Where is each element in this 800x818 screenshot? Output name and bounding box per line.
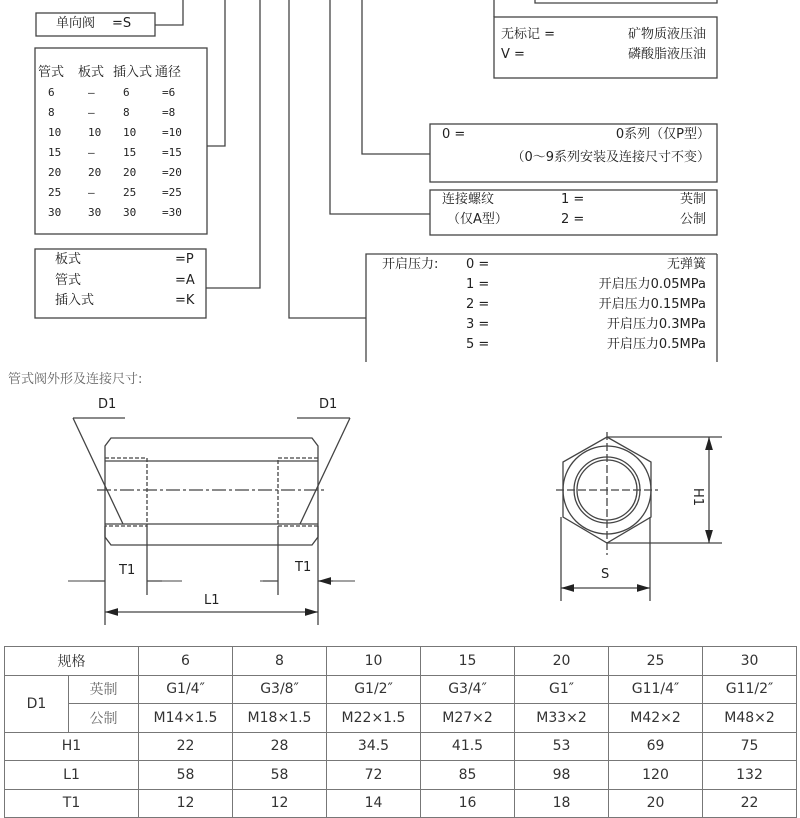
imperial-cell: G1/4″ bbox=[139, 675, 233, 704]
imperial-header: 英制 bbox=[69, 675, 139, 704]
metric-header: 公制 bbox=[69, 704, 139, 733]
oil-value: 矿物质液压油 bbox=[627, 27, 706, 42]
size-column-header: 插入式 bbox=[113, 65, 153, 80]
pressure-code: 0 = bbox=[466, 257, 490, 272]
spec-cell: 30 bbox=[703, 647, 797, 676]
connection-code: =K bbox=[175, 293, 195, 308]
size-cell: 10 bbox=[48, 126, 62, 139]
h1-cell: 28 bbox=[233, 732, 327, 761]
size-column-header: 管式 bbox=[38, 65, 65, 80]
thread-code: 2 = bbox=[561, 212, 585, 227]
metric-cell: M42×2 bbox=[609, 704, 703, 733]
series-note: （0～9系列安装及连接尺寸不变） bbox=[511, 150, 710, 165]
size-cell: 20 bbox=[88, 166, 102, 179]
l1-cell: 98 bbox=[515, 761, 609, 790]
imperial-cell: G3/8″ bbox=[233, 675, 327, 704]
spec-cell: 25 bbox=[609, 647, 703, 676]
metric-cell: M14×1.5 bbox=[139, 704, 233, 733]
h1-cell: 22 bbox=[139, 732, 233, 761]
t1-cell: 12 bbox=[139, 789, 233, 818]
size-cell: — bbox=[88, 186, 95, 199]
size-cell: 10 bbox=[88, 126, 102, 139]
size-cell: 15 bbox=[48, 146, 62, 159]
size-cell: 30 bbox=[88, 206, 102, 219]
pressure-code: 1 = bbox=[466, 277, 490, 292]
size-column-header: 通径 bbox=[155, 65, 182, 80]
t1-cell: 12 bbox=[233, 789, 327, 818]
size-cell: 25 bbox=[48, 186, 62, 199]
imperial-cell: G3/4″ bbox=[421, 675, 515, 704]
t1-cell: 16 bbox=[421, 789, 515, 818]
t1-cell: 22 bbox=[703, 789, 797, 818]
size-cell: — bbox=[88, 146, 95, 159]
size-cell: — bbox=[88, 106, 95, 119]
t1-left-label: T1 bbox=[119, 563, 136, 578]
pressure-label: 开启压力: bbox=[382, 257, 439, 272]
l1-cell: 58 bbox=[233, 761, 327, 790]
size-cell: 6 bbox=[123, 86, 130, 99]
h1-header: H1 bbox=[5, 732, 139, 761]
dimension-table bbox=[4, 646, 797, 818]
size-cell: 15 bbox=[123, 146, 137, 159]
size-cell: 8 bbox=[48, 106, 55, 119]
h1-cell: 53 bbox=[515, 732, 609, 761]
pressure-value: 开启压力0.05MPa bbox=[598, 277, 706, 292]
connection-label: 插入式 bbox=[55, 293, 95, 308]
pressure-code: 5 = bbox=[466, 337, 490, 352]
pressure-value: 无弹簧 bbox=[666, 257, 706, 272]
size-column-header: 板式 bbox=[78, 65, 105, 80]
thread-code: 1 = bbox=[561, 192, 585, 207]
series-value: 0系列（仅P型） bbox=[615, 127, 710, 142]
size-cell: 25 bbox=[123, 186, 137, 199]
d1-header: D1 bbox=[5, 675, 69, 732]
size-cell: 10 bbox=[123, 126, 137, 139]
size-cell: 8 bbox=[123, 106, 130, 119]
d1-left-label: D1 bbox=[98, 397, 117, 412]
l1-cell: 58 bbox=[139, 761, 233, 790]
h1-cell: 75 bbox=[703, 732, 797, 761]
l1-header: L1 bbox=[5, 761, 139, 790]
thread-value: 英制 bbox=[679, 192, 706, 207]
imperial-cell: G11/2″ bbox=[703, 675, 797, 704]
valve-type-box bbox=[36, 13, 155, 36]
l1-cell: 85 bbox=[421, 761, 515, 790]
h1-cell: 41.5 bbox=[421, 732, 515, 761]
metric-cell: M27×2 bbox=[421, 704, 515, 733]
size-cell: 20 bbox=[123, 166, 137, 179]
oil-code: V = bbox=[501, 47, 525, 62]
hex-end-view bbox=[556, 432, 722, 601]
metric-cell: M18×1.5 bbox=[233, 704, 327, 733]
h1-cell: 34.5 bbox=[327, 732, 421, 761]
imperial-cell: G1/2″ bbox=[327, 675, 421, 704]
d1-right-label: D1 bbox=[319, 397, 338, 412]
t1-cell: 14 bbox=[327, 789, 421, 818]
pressure-value: 开启压力0.3MPa bbox=[606, 317, 706, 332]
s-label: S bbox=[601, 567, 610, 582]
l1-cell: 72 bbox=[327, 761, 421, 790]
drawing-caption: 管式阀外形及连接尺寸: bbox=[8, 372, 143, 387]
pressure-code: 3 = bbox=[466, 317, 490, 332]
metric-cell: M22×1.5 bbox=[327, 704, 421, 733]
size-cell: =15 bbox=[162, 146, 182, 159]
metric-cell: M33×2 bbox=[515, 704, 609, 733]
h1-cell: 69 bbox=[609, 732, 703, 761]
pressure-value: 开启压力0.15MPa bbox=[598, 297, 706, 312]
l1-label: L1 bbox=[204, 593, 220, 608]
size-cell: =30 bbox=[162, 206, 182, 219]
connection-code: =A bbox=[175, 273, 195, 288]
valve-type-label: 单向阀 bbox=[56, 16, 96, 31]
pressure-value: 开启压力0.5MPa bbox=[606, 337, 706, 352]
oil-code: 无标记 = bbox=[501, 27, 556, 42]
t1-cell: 18 bbox=[515, 789, 609, 818]
spec-cell: 20 bbox=[515, 647, 609, 676]
imperial-cell: G1″ bbox=[515, 675, 609, 704]
spec-cell: 10 bbox=[327, 647, 421, 676]
t1-cell: 20 bbox=[609, 789, 703, 818]
connection-code: =P bbox=[175, 252, 194, 267]
series-code: 0 = bbox=[442, 127, 466, 142]
size-cell: =10 bbox=[162, 126, 182, 139]
size-cell: =25 bbox=[162, 186, 182, 199]
spec-header: 规格 bbox=[5, 647, 139, 676]
size-cell: 6 bbox=[48, 86, 55, 99]
size-cell: =20 bbox=[162, 166, 182, 179]
metric-cell: M48×2 bbox=[703, 704, 797, 733]
oil-value: 磷酸脂液压油 bbox=[627, 47, 706, 62]
imperial-cell: G11/4″ bbox=[609, 675, 703, 704]
connection-label: 板式 bbox=[55, 252, 82, 267]
t1-header: T1 bbox=[5, 789, 139, 818]
h1-label: H1 bbox=[690, 487, 706, 507]
size-cell: 30 bbox=[123, 206, 137, 219]
spec-cell: 6 bbox=[139, 647, 233, 676]
size-cell: =8 bbox=[162, 106, 176, 119]
size-cell: 30 bbox=[48, 206, 62, 219]
connection-label: 管式 bbox=[55, 273, 82, 288]
size-cell: 20 bbox=[48, 166, 62, 179]
size-cell: — bbox=[88, 86, 95, 99]
spec-cell: 15 bbox=[421, 647, 515, 676]
thread-label: 连接螺纹 bbox=[442, 192, 495, 207]
thread-sublabel: （仅A型） bbox=[447, 212, 508, 227]
spec-cell: 8 bbox=[233, 647, 327, 676]
valve-type-code: =S bbox=[112, 16, 132, 31]
t1-right-label: T1 bbox=[295, 560, 312, 575]
l1-cell: 132 bbox=[703, 761, 797, 790]
l1-cell: 120 bbox=[609, 761, 703, 790]
thread-value: 公制 bbox=[679, 212, 706, 227]
pressure-code: 2 = bbox=[466, 297, 490, 312]
size-cell: =6 bbox=[162, 86, 176, 99]
